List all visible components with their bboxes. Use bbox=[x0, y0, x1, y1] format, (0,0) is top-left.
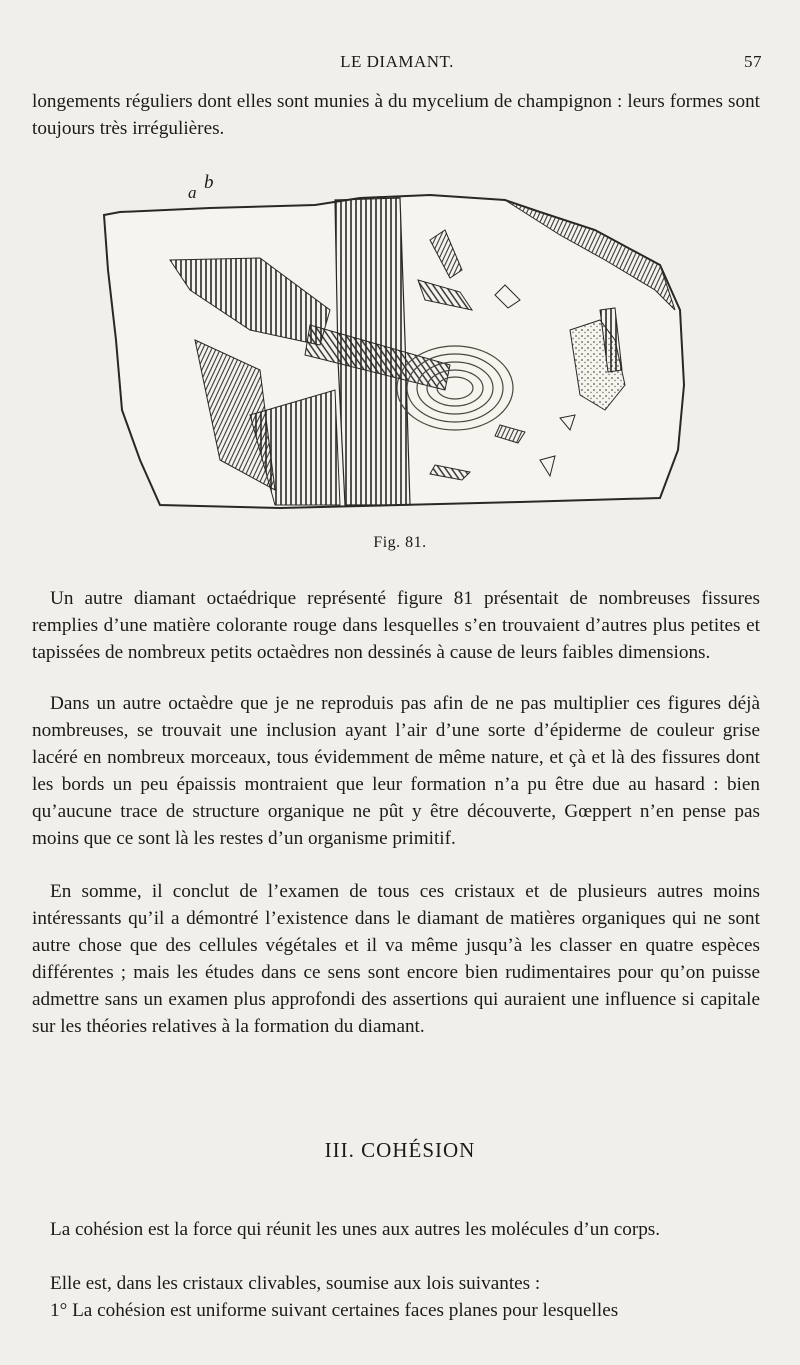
figure-label-a: a bbox=[188, 183, 197, 202]
running-head bbox=[32, 52, 762, 78]
paragraph-octaedre: Dans un autre octaèdre que je ne reproduis pas afin de ne pas multiplier ces figures déjà nombreuses, se trouvait une inclusion ayant l’air d’une sorte d’épiderme de couleur grise lacéré en nombreux morceaux, tous évidemment de même nature, et çà et là des fissures dont les bords un peu épaissis montraient que leur formation n’a pu être due au hasard : bien qu’aucune trace de structure organique ne pût y être découverte, Gœppert n’en pense pas moins que ce sont là les restes d’un organisme primitif. bbox=[32, 693, 760, 849]
figure-81-illustration bbox=[100, 160, 700, 520]
page-number: 57 bbox=[744, 52, 762, 71]
running-title: LE DIAMANT. bbox=[340, 52, 454, 71]
figure-label-b: b bbox=[204, 172, 214, 193]
paragraph-cohesion-laws: Elle est, dans les cristaux clivables, soumise aux lois suivantes : bbox=[50, 1273, 541, 1294]
paragraph-continuation: longements réguliers dont elles sont munies à du mycelium de champignon : leurs formes sont toujours très irrégulières. bbox=[32, 91, 760, 139]
section-heading: III. COHÉSION bbox=[324, 1138, 476, 1162]
diamond-inclusion-drawing bbox=[100, 160, 700, 520]
paragraph-cohesion-law-1: 1° La cohésion est uniforme suivant certaines faces planes pour lesquelles bbox=[50, 1300, 619, 1321]
paragraph-figure-81: Un autre diamant octaédrique représenté figure 81 présentait de nombreuses fissures remplies d’une matière colorante rouge dans lesquelles s’en trouvaient d’autres plus petites et tapissées de nombreux petits octaèdres non dessinés à cause de leurs faibles dimensions. bbox=[32, 588, 760, 663]
figure-caption: Fig. 81. bbox=[373, 534, 427, 551]
paragraph-conclusion: En somme, il conclut de l’examen de tous ces cristaux et de plusieurs autres moins intéressants qu’il a démontré l’existence dans le diamant de matières organiques qui ne sont autre chose que des cellules végétales et il va même jusqu’à les classer en quatre espèces différentes ; mais les études dans ce sens sont encore bien rudimentaires pour qu’on puisse admettre sans un examen plus approfondi des assertions qui auraient une influence si capitale sur les théories relatives à la formation du diamant. bbox=[32, 881, 760, 1037]
paragraph-cohesion-definition: La cohésion est la force qui réunit les unes aux autres les molécules d’un corps. bbox=[50, 1219, 661, 1240]
